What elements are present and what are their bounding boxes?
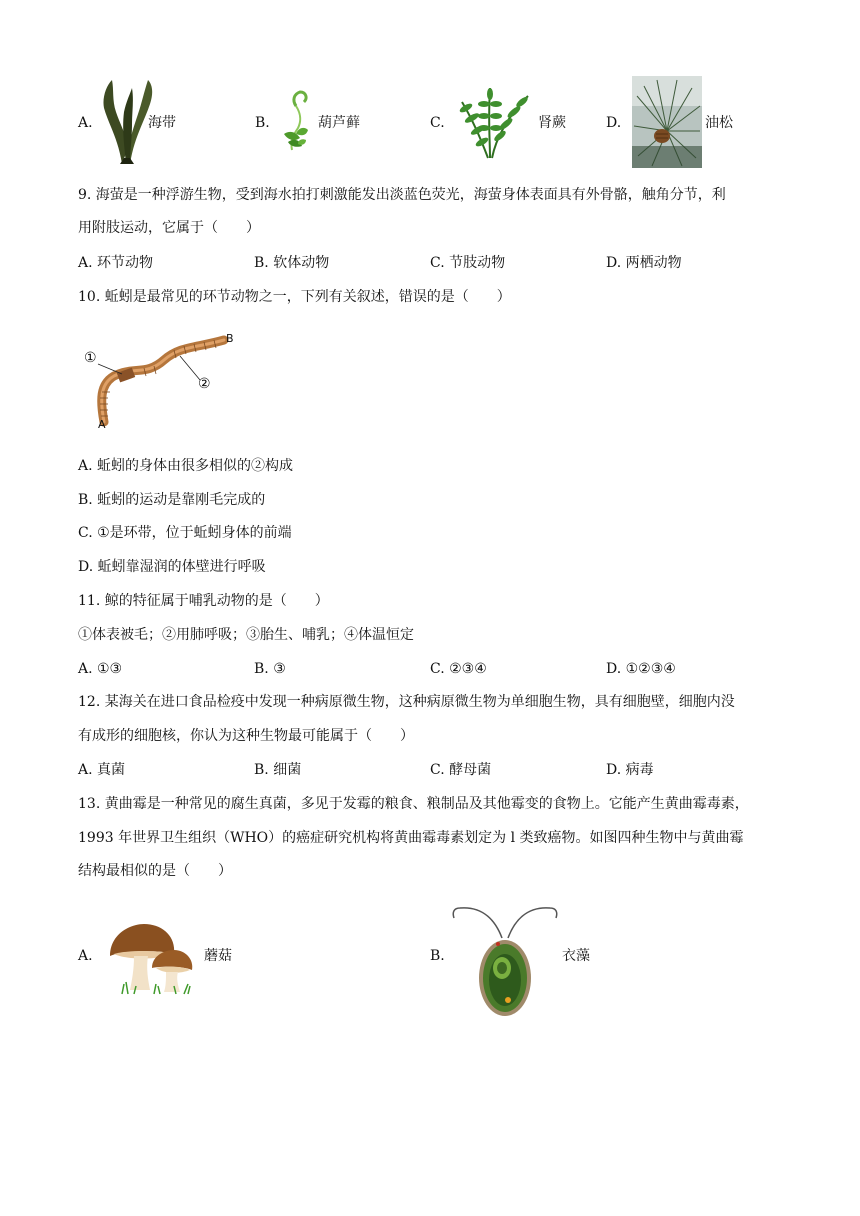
q10-stem: 10. 蚯蚓是最常见的环节动物之一，下列有关叙述，错误的是（ ）	[78, 289, 511, 305]
q11-option-c: C. ②③④	[430, 661, 487, 677]
q9-option-c: C. 节肢动物	[430, 255, 506, 271]
q12-stem-line1: 12. 某海关在进口食品检疫中发现一种病原微生物，这种病原微生物为单细胞生物，具有细胞壁，细胞内没	[78, 694, 735, 710]
q9-stem-line1: 9. 海萤是一种浮游生物，受到海水拍打刺激能发出淡蓝色荧光，海萤身体表面具有外骨骼，触角分节，利	[78, 187, 726, 203]
q11-stem: 11. 鲸的特征属于哺乳动物的是（ ）	[78, 593, 329, 609]
q12-stem-line2: 有成形的细胞核，你认为这种生物最可能属于（ ）	[78, 728, 414, 744]
q11-features: ①体表被毛；②用肺呼吸；③胎生、哺乳；④体温恒定	[78, 627, 414, 643]
earthworm-end-a: A	[98, 418, 106, 431]
q12-option-a: A. 真菌	[78, 762, 126, 778]
q12-option-b: B. 细菌	[254, 762, 302, 778]
q8-option-b-label: 葫芦藓	[318, 115, 360, 131]
q9-option-b: B. 软体动物	[254, 255, 330, 271]
earthworm-figure	[84, 330, 244, 432]
q8-option-d-label: 油松	[705, 115, 733, 131]
earthworm-marker-2: ②	[198, 376, 211, 392]
q11-option-d: D. ①②③④	[606, 661, 676, 677]
chlamydomonas-icon	[450, 896, 560, 1020]
q10-option-d: D. 蚯蚓靠湿润的体壁进行呼吸	[78, 559, 266, 575]
q9-option-d: D. 两栖动物	[606, 255, 682, 271]
q9-stem-line2: 用附肢运动，它属于（ ）	[78, 220, 260, 236]
q8-option-a-label: 海带	[148, 115, 176, 131]
q9-option-a: A. 环节动物	[78, 255, 154, 271]
pine-icon	[632, 76, 702, 168]
q13-stem-line3: 结构最相似的是（ ）	[78, 863, 232, 879]
mushroom-icon	[104, 920, 194, 996]
q8-option-a-letter: A.	[78, 115, 93, 131]
q12-option-c: C. 酵母菌	[430, 762, 492, 778]
q13-option-a-label: 蘑菇	[204, 948, 232, 964]
earthworm-marker-1: ①	[84, 350, 97, 366]
q13-option-a-letter: A.	[78, 948, 93, 964]
fern-icon	[452, 82, 536, 160]
earthworm-end-b: B	[226, 332, 234, 345]
q12-option-d: D. 病毒	[606, 762, 654, 778]
q13-stem-line1: 13. 黄曲霉是一种常见的腐生真菌，多见于发霉的粮食、粮制品及其他霉变的食物上。它能产生黄曲霉毒素，	[78, 796, 749, 812]
q8-option-b-letter: B.	[255, 115, 270, 131]
q11-option-a: A. ①③	[78, 661, 123, 677]
q10-option-a: A. 蚯蚓的身体由很多相似的②构成	[78, 458, 294, 474]
q13-option-b-label: 衣藻	[562, 948, 590, 964]
q8-option-c-label: 肾蕨	[538, 115, 566, 131]
q13-stem-line2: 1993 年世界卫生组织（WHO）的癌症研究机构将黄曲霉毒素划定为 l 类致癌物。如图四种生物中与黄曲霉	[78, 830, 744, 846]
moss-icon	[278, 90, 318, 152]
q10-option-b: B. 蚯蚓的运动是靠刚毛完成的	[78, 492, 266, 508]
q13-option-b-letter: B.	[430, 948, 445, 964]
q8-option-c-letter: C.	[430, 115, 445, 131]
q11-option-b: B. ③	[254, 661, 286, 677]
q8-option-d-letter: D.	[606, 115, 622, 131]
q10-option-c: C. ①是环带，位于蚯蚓身体的前端	[78, 525, 292, 541]
